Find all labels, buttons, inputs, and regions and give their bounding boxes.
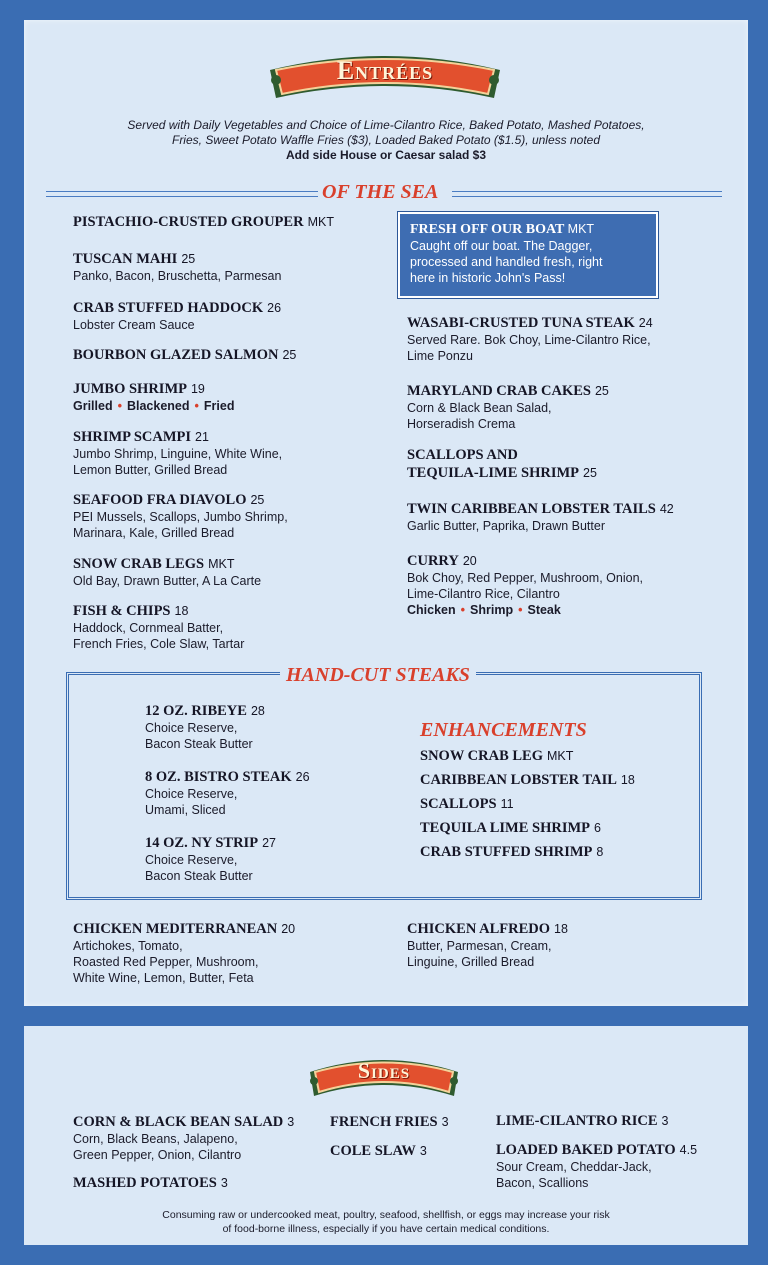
menu-item: CHICKEN MEDITERRANEAN 20 Artichokes, Tomato, Roasted Red Pepper, Mushroom, White Wine, Lemon, Butter, Feta (73, 921, 296, 985)
entrees-intro (24, 118, 748, 163)
enhancement-item: CRAB STUFFED SHRIMP 8 (420, 844, 604, 860)
menu-item: 8 OZ. BISTRO STEAK 26 Choice Reserve, Umami, Sliced (145, 769, 310, 817)
enhancement-item: CARIBBEAN LOBSTER TAIL 18 (420, 772, 635, 788)
menu-item: SEAFOOD FRA DIAVOLO 25 PEI Mussels, Scallops, Jumbo Shrimp, Marinara, Kale, Grilled Bread (73, 492, 288, 540)
menu-item: WASABI-CRUSTED TUNA STEAK 24 Served Rare. Bok Choy, Lime-Cilantro Rice, Lime Ponzu (407, 315, 653, 363)
menu-item: JUMBO SHRIMP 19 Grilled • Blackened • Fried (73, 381, 235, 413)
menu-item: SHRIMP SCAMPI 21 Jumbo Shrimp, Linguine, White Wine, Lemon Butter, Grilled Bread (73, 429, 283, 477)
health-disclaimer: Consuming raw or undercooked meat, poultry, seafood, shellfish, or eggs may increase your risk of food-borne illness, especially if you have certain medical conditions. (162, 1209, 610, 1235)
side-item: LOADED BAKED POTATO 4.5 Sour Cream, Cheddar-Jack, Bacon, Scallions (496, 1142, 698, 1190)
sea-rule-right (452, 191, 722, 197)
side-item: CORN & BLACK BEAN SALAD 3 Corn, Black Beans, Jalapeno, Green Pepper, Onion, Cilantro (73, 1114, 295, 1162)
side-item: COLE SLAW 3 (330, 1143, 427, 1159)
enhancement-item: SNOW CRAB LEG MKT (420, 748, 574, 764)
menu-item: BOURBON GLAZED SALMON 25 (73, 347, 297, 363)
intro-line-1: Served with Daily Vegetables and Choice of Lime-Cilantro Rice, Baked Potato, Mashed Potatoes, (127, 118, 645, 132)
menu-item: FISH & CHIPS 18 Haddock, Cornmeal Batter, French Fries, Cole Slaw, Tartar (73, 603, 245, 651)
steaks-heading: HAND-CUT STEAKS (280, 664, 476, 687)
entrees-banner (262, 40, 508, 106)
entrees-title: Entrées (336, 56, 434, 85)
intro-line-2: Fries, Sweet Potato Waffle Fries ($3), Loaded Baked Potato ($1.5), unless noted (171, 133, 600, 147)
sides-title: Sides (357, 1058, 411, 1083)
enhancement-item: TEQUILA LIME SHRIMP 6 (420, 820, 601, 836)
side-item: FRENCH FRIES 3 (330, 1114, 449, 1130)
menu-item: CHICKEN ALFREDO 18 Butter, Parmesan, Cream, Linguine, Grilled Bread (407, 921, 568, 969)
menu-item: CURRY 20 Bok Choy, Red Pepper, Mushroom, Onion, Lime-Cilantro Rice, Cilantro Chicken • Shrimp • Steak (407, 553, 643, 617)
side-item: MASHED POTATOES 3 (73, 1175, 228, 1191)
sides-banner (304, 1046, 464, 1102)
menu-item: 12 OZ. RIBEYE 28 Choice Reserve, Bacon Steak Butter (145, 703, 265, 751)
fresh-off-boat-callout: FRESH OFF OUR BOAT MKT Caught off our boat. The Dagger, processed and handled fresh, right here in historic John's Pass! (398, 212, 658, 298)
menu-item: MARYLAND CRAB CAKES 25 Corn & Black Bean Salad, Horseradish Crema (407, 383, 609, 431)
menu-item: TUSCAN MAHI 25 Panko, Bacon, Bruschetta, Parmesan (73, 251, 282, 283)
sea-rule-left (46, 191, 318, 197)
menu-item: CRAB STUFFED HADDOCK 26 Lobster Cream Sauce (73, 300, 282, 332)
side-item: LIME-CILANTRO RICE 3 (496, 1113, 669, 1129)
intro-line-3: Add side House or Caesar salad $3 (285, 148, 487, 162)
menu-item: PISTACHIO-CRUSTED GROUPER MKT (73, 214, 334, 230)
menu-item: TWIN CARIBBEAN LOBSTER TAILS 42 Garlic Butter, Paprika, Drawn Butter (407, 501, 674, 533)
enhancement-item: SCALLOPS 11 (420, 796, 514, 812)
enhancements-heading: ENHANCEMENTS (420, 719, 587, 741)
menu-item: SNOW CRAB LEGS MKT Old Bay, Drawn Butter, A La Carte (73, 556, 262, 588)
menu-item: 14 OZ. NY STRIP 27 Choice Reserve, Bacon Steak Butter (145, 835, 276, 883)
menu-item: SCALLOPS AND TEQUILA-LIME SHRIMP 25 (407, 447, 597, 481)
sea-heading: OF THE SEA (322, 181, 439, 203)
